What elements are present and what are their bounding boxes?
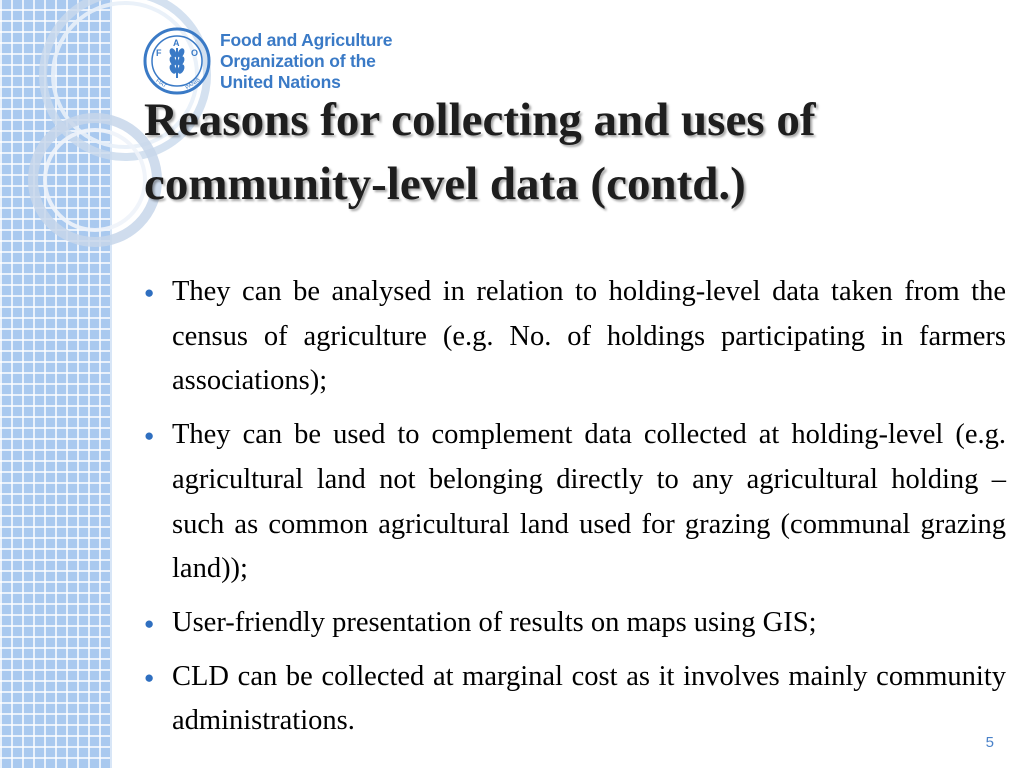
page-number: 5 [985,734,994,751]
fao-name-line: United Nations [220,71,341,92]
bullet-list [144,270,1006,753]
fao-name-line: Organization of the [220,50,376,71]
bullet-text: They can be analysed in relation to holding-level data taken from the census of agriculture (e.g. No. of holdings participating in farmers associations); [172,276,1006,397]
svg-text:F: F [156,48,162,58]
svg-text:A: A [173,38,180,48]
slide-title [144,88,1004,216]
bullet-text: They can be used to complement data collected at holding-level (e.g. agricultural land not belonging directly to any agricultural holding – such as common agricultural land used for grazing (communal grazing land)); [172,419,1006,585]
fao-name [220,30,392,93]
fao-name-line: Food and Agriculture [220,29,393,50]
bullet-text: CLD can be collected at marginal cost as it involves mainly community administrations. [172,660,1006,737]
slide-title-line: community-level data (contd.) [144,158,746,210]
bullet-item [144,270,1006,404]
bullet-item [144,601,1006,646]
bullet-item [144,655,1006,744]
bullet-icon: ● [144,613,155,633]
bullet-icon: ● [144,283,155,302]
bullet-text: User-friendly presentation of results on maps using GIS; [172,606,817,638]
bullet-item [144,413,1006,592]
bullet-icon: ● [144,667,155,687]
fao-emblem-icon [142,26,212,96]
fao-logo [142,26,392,96]
bullet-icon: ● [144,426,155,446]
svg-text:O: O [191,48,199,58]
slide-title-line: Reasons for collecting and uses of [144,94,816,146]
svg-text:FIAT: FIAT [154,78,168,90]
svg-text:PANIS: PANIS [184,77,202,92]
